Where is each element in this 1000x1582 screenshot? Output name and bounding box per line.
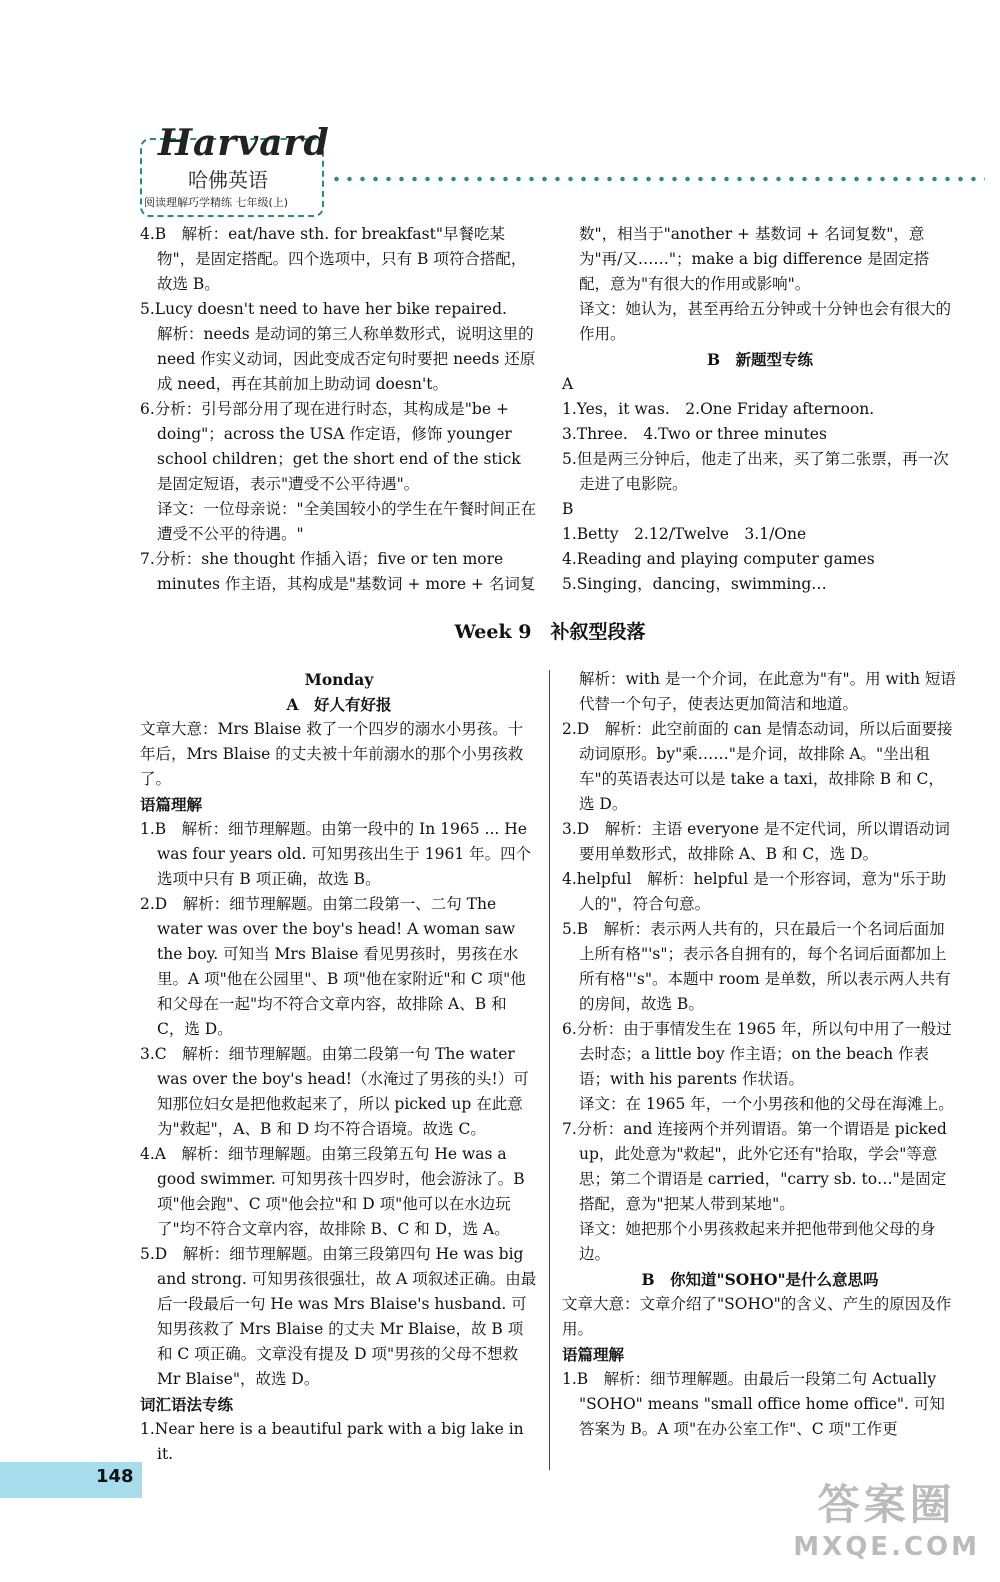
watermark (793, 1472, 980, 1562)
dotted-divider (330, 176, 985, 182)
paragraph: 7.分析：she thought 作插入语；five or ten more minutes 作主语，其构成是"基数词 + more + 名词复 (140, 550, 536, 593)
top-left-column (140, 222, 538, 597)
paragraph: B (562, 500, 574, 518)
paragraph: 解析：with 是一个介词，在此意为"有"。用 with 短语代替一个句子，使表达更加简洁和地道。 (579, 670, 956, 713)
paragraph: 4.helpful 解析：helpful 是一个形容词，意为"乐于助人的"，符合句意。 (562, 870, 947, 913)
paragraph: 4.A 解析：细节理解题。由第三段第五句 He was a good swimmer. 可知男孩十四岁时，他会游泳了。B 项"他会跑"、C 项"他会拉"和 D 项"他可以在水边玩了"均不符合文章内容，故排除 B、C 和 D，选 A。 (140, 1145, 525, 1238)
paragraph: 2.D 解析：此空前面的 can 是情态动词，所以后面要接动词原形。by"乘……"是介词，故排除 A。"坐出租车"的英语表达可以是 take a taxi，故排除 B 和 C，选 D。 (562, 720, 953, 813)
bottom-right-column (562, 667, 958, 1442)
paragraph: 文章大意：Mrs Blaise 救了一个四岁的溺水小男孩。十年后，Mrs Blaise 的丈夫被十年前溺水的那个小男孩救了。 (140, 720, 524, 788)
paragraph: 7.分析：and 连接两个并列谓语。第一个谓语是 picked up，此处意为"救起"，此外它还有"拾取，学会"等意思；第二个谓语是 carried，"carry sb. to…"是固定搭配，意为"把某人带到某地"。 (562, 1120, 947, 1213)
paragraph: A 好人有好报 (286, 695, 392, 714)
paragraph: 1.B 解析：细节理解题。由第一段中的 In 1965 ... He was four years old. 可知男孩出生于 1961 年。四个选项中只有 B 项正确，故选 B。 (140, 820, 532, 888)
top-right-column (562, 222, 958, 597)
week-title: Week 9 补叙型段落 (454, 621, 646, 643)
paragraph: 4.Reading and playing computer games (562, 550, 875, 568)
paragraph: 5.但是两三分钟后，他走了出来，买了第二张票，再一次走进了电影院。 (562, 450, 949, 493)
paragraph: 1.Betty 2.12/Twelve 3.1/One (562, 525, 807, 543)
page-header (0, 0, 1000, 220)
logo-subtitle: 阅读理解巧学精练 七年级(上) (144, 196, 289, 209)
paragraph: 6.分析：由于事情发生在 1965 年，所以句中用了一般过去时态；a little boy 作主语；on the beach 作表语；with his parents 作状语。 (562, 1020, 952, 1088)
paragraph: 3.C 解析：细节理解题。由第二段第一句 The water was over the boy's head!（水淹过了男孩的头!）可知那位妇女是把他救起来了，所以 picked up 在此意为"救起"，A、B 和 D 均不符合语境。故选 C。 (140, 1045, 529, 1138)
paragraph: 译文：在 1965 年，一个小男孩和他的父母在海滩上。 (579, 1095, 954, 1113)
logo-chinese-title: 哈佛英语 (188, 168, 268, 192)
paragraph: A (562, 375, 574, 393)
paragraph: Monday (304, 670, 374, 689)
paragraph: 数"，相当于"another + 基数词 + 名词复数"，意为"再/又……"；make a big difference 是固定搭配，意为"有很大的作用或影响"。 (579, 225, 930, 293)
watermark-url: MXQE.COM (793, 1532, 980, 1562)
paragraph: 译文：她把那个小男孩救起来并把他带到他父母的身边。 (579, 1220, 936, 1263)
paragraph: B 新题型专练 (706, 350, 814, 369)
watermark-logo-text: 答案圈 (817, 1480, 956, 1529)
paragraph: 3.D 解析：主语 everyone 是不定代词，所以谓语动词要用单数形式，故排除 A、B 和 C，选 D。 (562, 820, 950, 863)
paragraph: 译文：一位母亲说："全美国较小的学生在午餐时间正在遭受不公平的待遇。" (157, 500, 537, 543)
paragraph: 文章大意：文章介绍了"SOHO"的含义、产生的原因及作用。 (562, 1295, 952, 1338)
paragraph: 6.分析：引号部分用了现在进行时态，其构成是"be + doing"；across the USA 作定语，修饰 younger school children；get the short end of the stick 是固定短语，表示"遭受不公平待遇"。 (140, 400, 521, 493)
column-divider (549, 670, 550, 1470)
paragraph: 3.Three. 4.Two or three minutes (562, 425, 827, 443)
paragraph: 词汇语法专练 (140, 1395, 234, 1414)
paragraph: 译文：她认为，甚至再给五分钟或十分钟也会有很大的作用。 (579, 300, 952, 343)
paragraph: 1.Yes，it was. 2.One Friday afternoon. (562, 400, 875, 418)
paragraph: 1.Near here is a beautiful park with a big lake in it. (140, 1420, 524, 1463)
bottom-left-column (140, 667, 538, 1467)
paragraph: 2.D 解析：细节理解题。由第二段第一、二句 The water was over the boy's head! A woman saw the boy. 可知当 Mrs Blaise 看见男孩时，男孩在水里。A 项"他在公园里"、B 项"他在家附近"和 C 项"他和父母在一起"均不符合文章内容，故排除 A、B 和 C，选 D。 (140, 895, 526, 1038)
paragraph: 解析：needs 是动词的第三人称单数形式，说明这里的 need 作实义动词，因此变成否定句时要把 needs 还原成 need，再在其前加上助动词 doesn't。 (157, 325, 536, 393)
paragraph: 语篇理解 (140, 795, 203, 814)
page-number: 148 (96, 1466, 134, 1487)
paragraph: 5.D 解析：细节理解题。由第三段第四句 He was big and strong. 可知男孩很强壮，故 A 项叙述正确。由最后一段最后一句 He was Mrs Blaise's husband. 可知男孩救了 Mrs Blaise 的丈夫 Mr Blaise，故 B 项和 C 项正确。文章没有提及 D 项"男孩的父母不想救 Mr Blaise"，故选 D。 (140, 1245, 537, 1388)
paragraph: 5.Lucy doesn't need to have her bike repaired. (140, 300, 507, 318)
paragraph: 1.B 解析：细节理解题。由最后一段第二句 Actually "SOHO" means "small office home office". 可知答案为 B。A 项"在办公室工作"、C 项"工作更 (562, 1370, 945, 1438)
logo-title: Harvard (158, 122, 330, 164)
paragraph: 语篇理解 (562, 1345, 625, 1364)
paragraph: 5.Singing，dancing，swimming… (562, 575, 827, 593)
paragraph: B 你知道"SOHO"是什么意思吗 (641, 1270, 879, 1289)
paragraph: 5.B 解析：表示两人共有的，只在最后一个名词后面加上所有格"'s"；表示各自拥有的，每个名词后面都加上所有格"'s"。本题中 room 是单数，所以表示两人共有的房间，故选 B。 (562, 920, 951, 1013)
paragraph: 4.B 解析：eat/have sth. for breakfast"早餐吃某物"，是固定搭配。四个选项中，只有 B 项符合搭配，故选 B。 (140, 225, 527, 293)
